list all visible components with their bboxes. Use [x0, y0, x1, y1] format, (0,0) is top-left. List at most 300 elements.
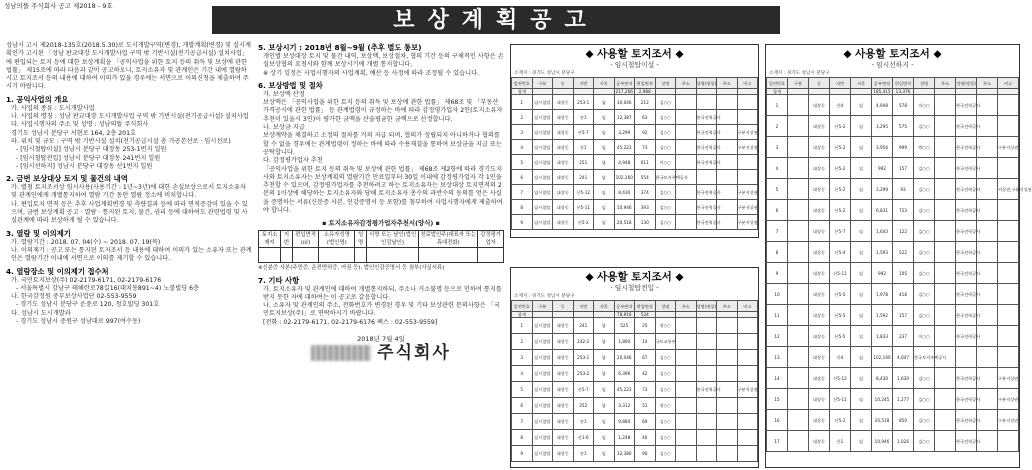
land-cell: 3 [767, 137, 788, 158]
land-row [512, 382, 758, 398]
land-cell [998, 158, 1019, 179]
land-cell: 임 [851, 305, 872, 326]
land-cell [788, 347, 809, 368]
land-cell [935, 368, 956, 389]
land-cell: 김○○ [655, 125, 676, 140]
land-row [512, 334, 758, 350]
land-cell: 산5-5 [830, 326, 851, 347]
form-header-cell: 천료법인주(대표자 또는 휴대전화) [420, 231, 477, 246]
form-blank-cell [419, 248, 478, 263]
land-header-cell: 동 [553, 78, 574, 89]
land-cell: 대장동 [809, 221, 830, 242]
section-heading: 2. 금번 보상대상 토지 및 물건의 내역 [6, 174, 128, 184]
land-cell: 임시철탑 [532, 170, 553, 185]
other-line: 나. 소유자 및 관계인의 주소, 전화번호가 변경된 경우 및 기타 보상관련 문의사항은 「국민토지보상(주)」로 연락하시기 바랍니다. [263, 302, 500, 318]
land-summary-cell: 합계 [767, 89, 788, 95]
land-cell [935, 158, 956, 179]
land-cell: 임시철탑 [532, 318, 553, 334]
panel-title: ◆ 사용할 토지조서 ◆ [843, 48, 942, 60]
land-cell [717, 170, 738, 185]
land-cell: 답 [594, 334, 615, 350]
panel-subtitle: - 임시철탑이설 - [610, 61, 659, 69]
land-cell [717, 350, 738, 366]
land-cell: 73 [635, 140, 656, 155]
land-row [512, 414, 758, 430]
land-cell: 1,643 [872, 221, 893, 242]
land-header-cell: 주소 [676, 78, 697, 89]
land-cell [717, 414, 738, 430]
land-cell [788, 137, 809, 158]
section-line: 다. 사업시행자의 주소 및 성명 : 성남의뜰 주식회사 [11, 121, 149, 129]
land-cell: 산5-2 [830, 137, 851, 158]
land-row [767, 431, 1019, 452]
land-header-cell: 성명(명칭) [956, 78, 977, 89]
land-cell: 1,026 [893, 431, 914, 452]
land-header-cell: 주소 [977, 78, 998, 89]
land-cell: 임시철탑 [532, 366, 553, 382]
intro-paragraph: 성남시 고시 제2018-135호(2018.5.30)로 도시개발구역(변경), 개발계획(변경) 및 실시계획인가 고시된 「성남 판교대장 도시개발사업 구역 밖 기반시설(전기공급시설) 설치사업」에 편입되는 토지 등에 대한 보상계획을 「공익사업을 위한 토지 등의 취득 및 보상에 관한 법률」 제15조에 따라 다음과 같이 공고하오니, 토지소유자 및 관계인은 기간 내에 열람하시고 토지조서 등의 내용에 대하여 이의가 있을 경우에는 서면으로 이의신청을 제출하여 주시기 바랍니다. [6, 42, 251, 91]
land-cell: 253-1 [573, 95, 594, 110]
land-cell: 산5-2 [830, 410, 851, 431]
land-cell: 63 [635, 110, 656, 125]
land-cell: 1,593 [872, 242, 893, 263]
land-cell: 9,880 [614, 414, 635, 430]
land-cell: 대장동 [553, 110, 574, 125]
land-row [512, 155, 758, 170]
land-cell [737, 430, 758, 446]
land-cell [676, 125, 697, 140]
land-cell: 한국전력공사 [956, 305, 977, 326]
land-cell: 산5-11 [573, 200, 594, 215]
land-cell: 한국토지주택공사 [655, 170, 676, 185]
land-cell: 임시철탑 [532, 382, 553, 398]
land-cell: 241 [573, 170, 594, 185]
land-cell: 임시철탑 [532, 414, 553, 430]
land-cell: 김○○ [914, 431, 935, 452]
section-line: 나. 편입토지 면적 등은 추후 사업계획변경 및 측량결과 등에 따라 면적증감이 있을 수 있으며, 금번 보상계획 공고 · 열람 · 통지된 토지, 물건, 권리 등에 대하여도 관련법령 및 사실관계에 따라 보상하게 될 수 있습니다. [11, 200, 248, 225]
land-header-cell: 편입면적 [893, 78, 914, 89]
land-cell: 6 [767, 200, 788, 221]
land-cell [998, 95, 1019, 116]
land-cell: 대장동 [553, 215, 574, 230]
land-cell: 1,277 [893, 389, 914, 410]
land-header-cell: 비고 [998, 78, 1019, 89]
panel-title-block [511, 270, 758, 294]
section-line: 나. 한국감정원 중부보상사업단 02-553-9559 [11, 293, 137, 301]
section-line: 「공익사업을 위한 토지 등의 취득 및 보상에 관한 법률」 제68조 제2항에 따라 경기도지사와 토지소유자는 보상계획의 열람기간 만료일부터 30일 이내에 감정평가업자 각 1인을 추천할 수 있으며, 감정평가업자를 추천하려고 하는 토지소유자는 보상대상 토지면적의 2분의 1이상에 해당하는 토지소유자와 당해 토지소유자 총수의 과반수의 동의를 얻은 사실을 증명하는 서류(신분증 사본, 인감증명서 등 포함)를 첨부하여 사업시행자에게 제출하여야 합니다. [263, 165, 503, 215]
land-cell: 임 [594, 200, 615, 215]
land-cell: 임 [851, 179, 872, 200]
land-cell: 김○○ [655, 215, 676, 230]
land-cell [935, 116, 956, 137]
panel-title: ◆ 사용할 토지조서 ◆ [585, 271, 684, 283]
land-cell: 임시철탑 [532, 95, 553, 110]
form-blank-cell [355, 248, 367, 263]
land-cell: 임시철탑 [532, 446, 553, 462]
land-cell: 대장동 [809, 200, 830, 221]
land-cell [717, 366, 738, 382]
form-blank-cell [259, 248, 281, 263]
land-cell: 한국전력공사 [956, 242, 977, 263]
land-cell: 김○○ [655, 382, 676, 398]
land-cell: 1,248 [614, 430, 635, 446]
land-cell: 대장동 [553, 170, 574, 185]
land-cell: 3,299 [872, 179, 893, 200]
land-cell: 대장동 [553, 155, 574, 170]
land-cell: 157 [893, 305, 914, 326]
land-cell: 지상권,구분지상권 [998, 179, 1019, 200]
land-cell: 3 [512, 350, 533, 366]
land-cell: 임 [594, 446, 615, 462]
land-cell: 대장동 [809, 263, 830, 284]
middle-column [258, 40, 504, 468]
land-row [767, 263, 1019, 284]
land-cell: 임 [594, 140, 615, 155]
land-cell [676, 350, 697, 366]
land-cell: 1,860 [614, 334, 635, 350]
land-header-cell: 지번 [573, 301, 594, 312]
land-cell: 임 [851, 137, 872, 158]
land-header-cell: 주소 [717, 78, 738, 89]
land-header-cell: 일련번호 [512, 301, 533, 312]
land-cell: 6,396 [614, 366, 635, 382]
land-cell: 대장동 [553, 334, 574, 350]
land-header-cell: 공부면적 [614, 78, 635, 89]
land-cell: 578 [893, 95, 914, 116]
land-cell: 임시철탑 [532, 334, 553, 350]
land-cell: 대장동 [809, 347, 830, 368]
section-line: 개인별 보상대상 토지 및 물건 내역, 보상액, 보상절차, 협의 기간 등의 구체적인 사항은 손실보상협의 요청서와 함께 보상시기에 개별 통지합니다. [263, 53, 504, 69]
land-cell [737, 110, 758, 125]
land-cell: 51 [635, 398, 656, 414]
notice-title: 보상계획공고 [212, 6, 780, 34]
land-header-cell: 일련번호 [512, 78, 533, 89]
land-cell: 10,046 [614, 350, 635, 366]
land-cell: 대장동 [553, 430, 574, 446]
land-cell: 253-1 [573, 350, 594, 366]
land-cell: 구분지상권 [737, 185, 758, 200]
land-cell: 임 [851, 389, 872, 410]
section-heading: 6. 보상방법 및 절차 [258, 80, 323, 90]
land-cell: 김○○ [655, 350, 676, 366]
land-cell: 산1 [573, 140, 594, 155]
land-cell: 575 [893, 116, 914, 137]
land-cell: 한국전력공사 [696, 125, 717, 140]
section-line: 다. 성남시 도시개발과 [11, 309, 71, 317]
land-cell: 산5-7 [830, 221, 851, 242]
land-cell: 40 [635, 430, 656, 446]
section-line: 라. 위치 및 규모 : 구역 밖 기반시설 설치(전기공급시설 총 가공본선로 · 임시선로) [11, 137, 231, 145]
land-summary-cell: 합계 [512, 312, 533, 318]
land-cell: 4 [512, 366, 533, 382]
land-row [767, 137, 1019, 158]
land-cell: 850 [893, 410, 914, 431]
land-cell: 국토교통부 [655, 334, 676, 350]
land-cell: 이○○ [914, 95, 935, 116]
land-cell [676, 334, 697, 350]
land-cell [935, 305, 956, 326]
land-cell: 251 [573, 155, 594, 170]
land-cell: 1,630 [893, 368, 914, 389]
land-cell: 산5-2 [830, 200, 851, 221]
land-cell [788, 431, 809, 452]
land-row [767, 326, 1019, 347]
land-cell: 5 [512, 155, 533, 170]
land-cell: 102,160 [872, 347, 893, 368]
land-table-head [512, 78, 758, 89]
land-summary-cell: 2,988 [635, 89, 656, 95]
land-cell: 김○○ [914, 284, 935, 305]
land-table-body [512, 89, 758, 230]
land-cell: 3,295 [872, 116, 893, 137]
land-cell [676, 200, 697, 215]
section-heading: 5. 보상시기 : 2018년 8월~9월 (추후 별도 통보) [258, 43, 422, 52]
land-cell: 김○○ [914, 158, 935, 179]
land-cell: 대장동 [809, 179, 830, 200]
land-cell [737, 318, 758, 334]
land-cell [788, 284, 809, 305]
land-cell: 임 [851, 347, 872, 368]
land-cell: 산5-5 [830, 305, 851, 326]
land-table-body [767, 89, 1032, 452]
land-row [512, 446, 758, 462]
land-cell: 대장동 [809, 389, 830, 410]
land-cell: 554 [635, 170, 656, 185]
section-line: ※ 상기 일정은 사업시행자의 사업계획, 예산 등 사정에 따라 조정될 수 있습니다. [263, 69, 480, 77]
other-line: [전화 : 02-2179-6171, 02-2179-6176 팩스 : 02-553-9559] [263, 318, 438, 326]
land-cell: 김○○ [914, 179, 935, 200]
land-cell: 2 [767, 116, 788, 137]
section-line: 가. 열람기간 : 2018. 07. 04(수) ~ 2018. 07. 19(목) [11, 238, 161, 246]
land-cell [737, 155, 758, 170]
land-cell [935, 200, 956, 221]
land-header-cell: 동 [809, 78, 830, 89]
land-cell: 산5-2 [830, 179, 851, 200]
section-line: 경기도 성남시 분당구 서현로 164, 2층 201호 [11, 129, 137, 137]
land-cell [935, 179, 956, 200]
land-header-cell: 비고 [737, 78, 758, 89]
appraiser-form-table [258, 230, 504, 264]
land-cell: 1 [512, 95, 533, 110]
land-cell: 992 [872, 158, 893, 179]
land-cell: 임 [851, 368, 872, 389]
panel-location: 소재지 : 경기도 성남시 분당구 [769, 71, 830, 76]
land-cell: 대장동 [553, 185, 574, 200]
land-cell [788, 158, 809, 179]
land-cell: 대장동 [809, 431, 830, 452]
land-cell: 구분지상권 [998, 389, 1019, 410]
land-cell: 17 [767, 431, 788, 452]
land-panel-relocation [510, 44, 759, 238]
land-row [512, 185, 758, 200]
land-cell: 김○○ [655, 140, 676, 155]
land-row [512, 125, 758, 140]
land-cell [676, 398, 697, 414]
land-cell: 대장동 [553, 140, 574, 155]
land-cell [998, 305, 1019, 326]
notice-number: 성남의뜰 주식회사 공고 제2018 - 9호 [4, 2, 113, 10]
land-cell: 이○○ [914, 326, 935, 347]
land-cell: 4,047 [893, 347, 914, 368]
land-cell: 임 [851, 242, 872, 263]
land-cell: 한국전력공사 [956, 284, 977, 305]
land-header-cell: 주소 [676, 301, 697, 312]
land-cell: 한국전력공사 [956, 179, 977, 200]
land-cell: 242-2 [573, 334, 594, 350]
panel-title-block [511, 47, 758, 71]
land-header-cell: 비고 [737, 301, 758, 312]
land-cell: 임 [851, 284, 872, 305]
land-cell: 8 [767, 242, 788, 263]
land-cell: 산1 [573, 414, 594, 430]
land-cell: 525 [614, 318, 635, 334]
form-header-cell: 소유자성명(법인명) [319, 230, 355, 248]
panel-title-block [766, 47, 1019, 71]
land-row [767, 116, 1019, 137]
section-heading: 4. 열람장소 및 이의제기 접수처 [6, 266, 109, 276]
form-blank-cell [367, 248, 419, 263]
land-cell: 한국전력공사 [956, 158, 977, 179]
land-cell: 10,946 [614, 200, 635, 215]
land-cell: 대장동 [809, 305, 830, 326]
land-row [767, 410, 1019, 431]
land-cell: 대장동 [809, 242, 830, 263]
land-cell: 241 [573, 318, 594, 334]
land-cell: 한국전력공사 [956, 368, 977, 389]
land-row [767, 200, 1019, 221]
land-row [512, 398, 758, 414]
land-cell: 14 [635, 334, 656, 350]
form-header-cell: 서명 또는 날인(법인인감날인) [367, 230, 419, 248]
land-cell [998, 347, 1019, 368]
land-cell: 9 [512, 446, 533, 462]
land-cell [998, 221, 1019, 242]
land-cell [676, 185, 697, 200]
land-cell: 김○○ [655, 366, 676, 382]
land-row [512, 215, 758, 230]
land-cell: 한국전력공사 [956, 221, 977, 242]
land-cell: 10,245 [872, 389, 893, 410]
land-cell: 10,946 [872, 431, 893, 452]
land-cell: 1 [512, 318, 533, 334]
land-cell: 252 [573, 398, 594, 414]
form-header-cell: 성명 [355, 230, 367, 248]
land-cell: 522 [893, 242, 914, 263]
land-header-row [767, 78, 1019, 89]
land-cell [676, 215, 697, 230]
land-cell: 김○○ [914, 389, 935, 410]
land-cell: 산1 [830, 431, 851, 452]
land-row [767, 158, 1019, 179]
land-cell [676, 446, 697, 462]
land-cell: 산5-5 [830, 284, 851, 305]
land-cell: 1,978 [872, 284, 893, 305]
land-header-cell: 편입면적 [635, 301, 656, 312]
land-header-cell: 지목 [594, 301, 615, 312]
land-cell: 임시철탑 [532, 350, 553, 366]
land-cell: 김○○ [655, 200, 676, 215]
form-note: ※신분증 사본(주민증, 운전면허증, 여권 등), 법인인감증명서 등 첨부(사실서류) [258, 265, 445, 272]
land-cell: 임시철탑 [532, 125, 553, 140]
land-cell: 42 [635, 366, 656, 382]
other-line: 가. 토지소유자 및 관계인에 대하여 개별통지하되, 주소나 거소불명 등으로 인하여 통지를 받지 못한 자에 대하여는 이 공고로 갈음합니다. [263, 285, 502, 301]
land-cell [696, 334, 717, 350]
land-cell [676, 430, 697, 446]
land-cell: 7 [512, 414, 533, 430]
form-title: ▪ 토지소유자감정평가업자추천서(양식) ▪ [322, 219, 440, 228]
land-cell: 임 [594, 382, 615, 398]
form-header-cell: 토지소재지 [259, 230, 281, 248]
land-cell: 374 [635, 185, 656, 200]
land-cell: 산5-2 [830, 158, 851, 179]
land-cell: 12,387 [614, 110, 635, 125]
land-cell: 8 [512, 200, 533, 215]
notice-date: 2018년 7월 4일 [357, 335, 405, 344]
land-cell [737, 446, 758, 462]
land-cell: 답 [594, 366, 615, 382]
land-cell [998, 200, 1019, 221]
land-cell: 6,831 [872, 200, 893, 221]
land-cell [696, 366, 717, 382]
land-cell [696, 398, 717, 414]
land-cell: 산5-11 [830, 389, 851, 410]
land-cell [737, 414, 758, 430]
section-line: - 경기도 성남시 중원구 성남대로 997(여수동) [16, 318, 141, 326]
land-cell: 산1 [573, 446, 594, 462]
land-cell: 32,380 [614, 446, 635, 462]
land-cell [935, 410, 956, 431]
land-cell: 2 [512, 110, 533, 125]
land-cell [788, 116, 809, 137]
land-cell: 대장동 [809, 410, 830, 431]
land-cell: 대장동 [553, 350, 574, 366]
land-cell: 구분지상권 [737, 200, 758, 215]
panel-title: ◆ 사용할 토지조서 ◆ [585, 48, 684, 60]
land-table [766, 77, 1032, 452]
land-cell: 한국전력공사 [956, 200, 977, 221]
land-cell [935, 263, 956, 284]
land-header-cell: 지번 [830, 78, 851, 89]
land-cell [717, 430, 738, 446]
land-cell: 7 [512, 185, 533, 200]
land-cell: 8,430 [614, 185, 635, 200]
land-cell [696, 446, 717, 462]
land-cell [788, 242, 809, 263]
land-cell: 대장동 [553, 125, 574, 140]
land-cell [676, 155, 697, 170]
land-cell: 김○○ [914, 221, 935, 242]
land-cell [977, 347, 998, 368]
section-line: 나. 이의제기 : 공고 또는 통지된 토지조서 등 내용에 대하여 이의가 있는 소유자 또는 관계인은 열람기간 이내에 서면으로 이의를 제기할 수 있습니다. [11, 246, 252, 263]
land-header-row [512, 78, 758, 89]
land-cell: 93 [893, 179, 914, 200]
land-cell: 김○○ [655, 110, 676, 125]
land-header-cell: 구분 [788, 78, 809, 89]
land-cell: 김○○ [655, 414, 676, 430]
land-cell: 한국전력공사 [696, 215, 717, 230]
land-cell: 한국전력공사 [696, 200, 717, 215]
land-cell [956, 347, 977, 368]
land-header-cell: 성명(명칭) [696, 78, 717, 89]
land-cell [717, 95, 738, 110]
land-cell [676, 382, 697, 398]
land-cell [935, 137, 956, 158]
land-cell [998, 431, 1019, 452]
land-header-cell: 구분 [532, 301, 553, 312]
land-cell [737, 350, 758, 366]
land-cell: 산5-2 [830, 116, 851, 137]
land-cell: 임 [851, 116, 872, 137]
